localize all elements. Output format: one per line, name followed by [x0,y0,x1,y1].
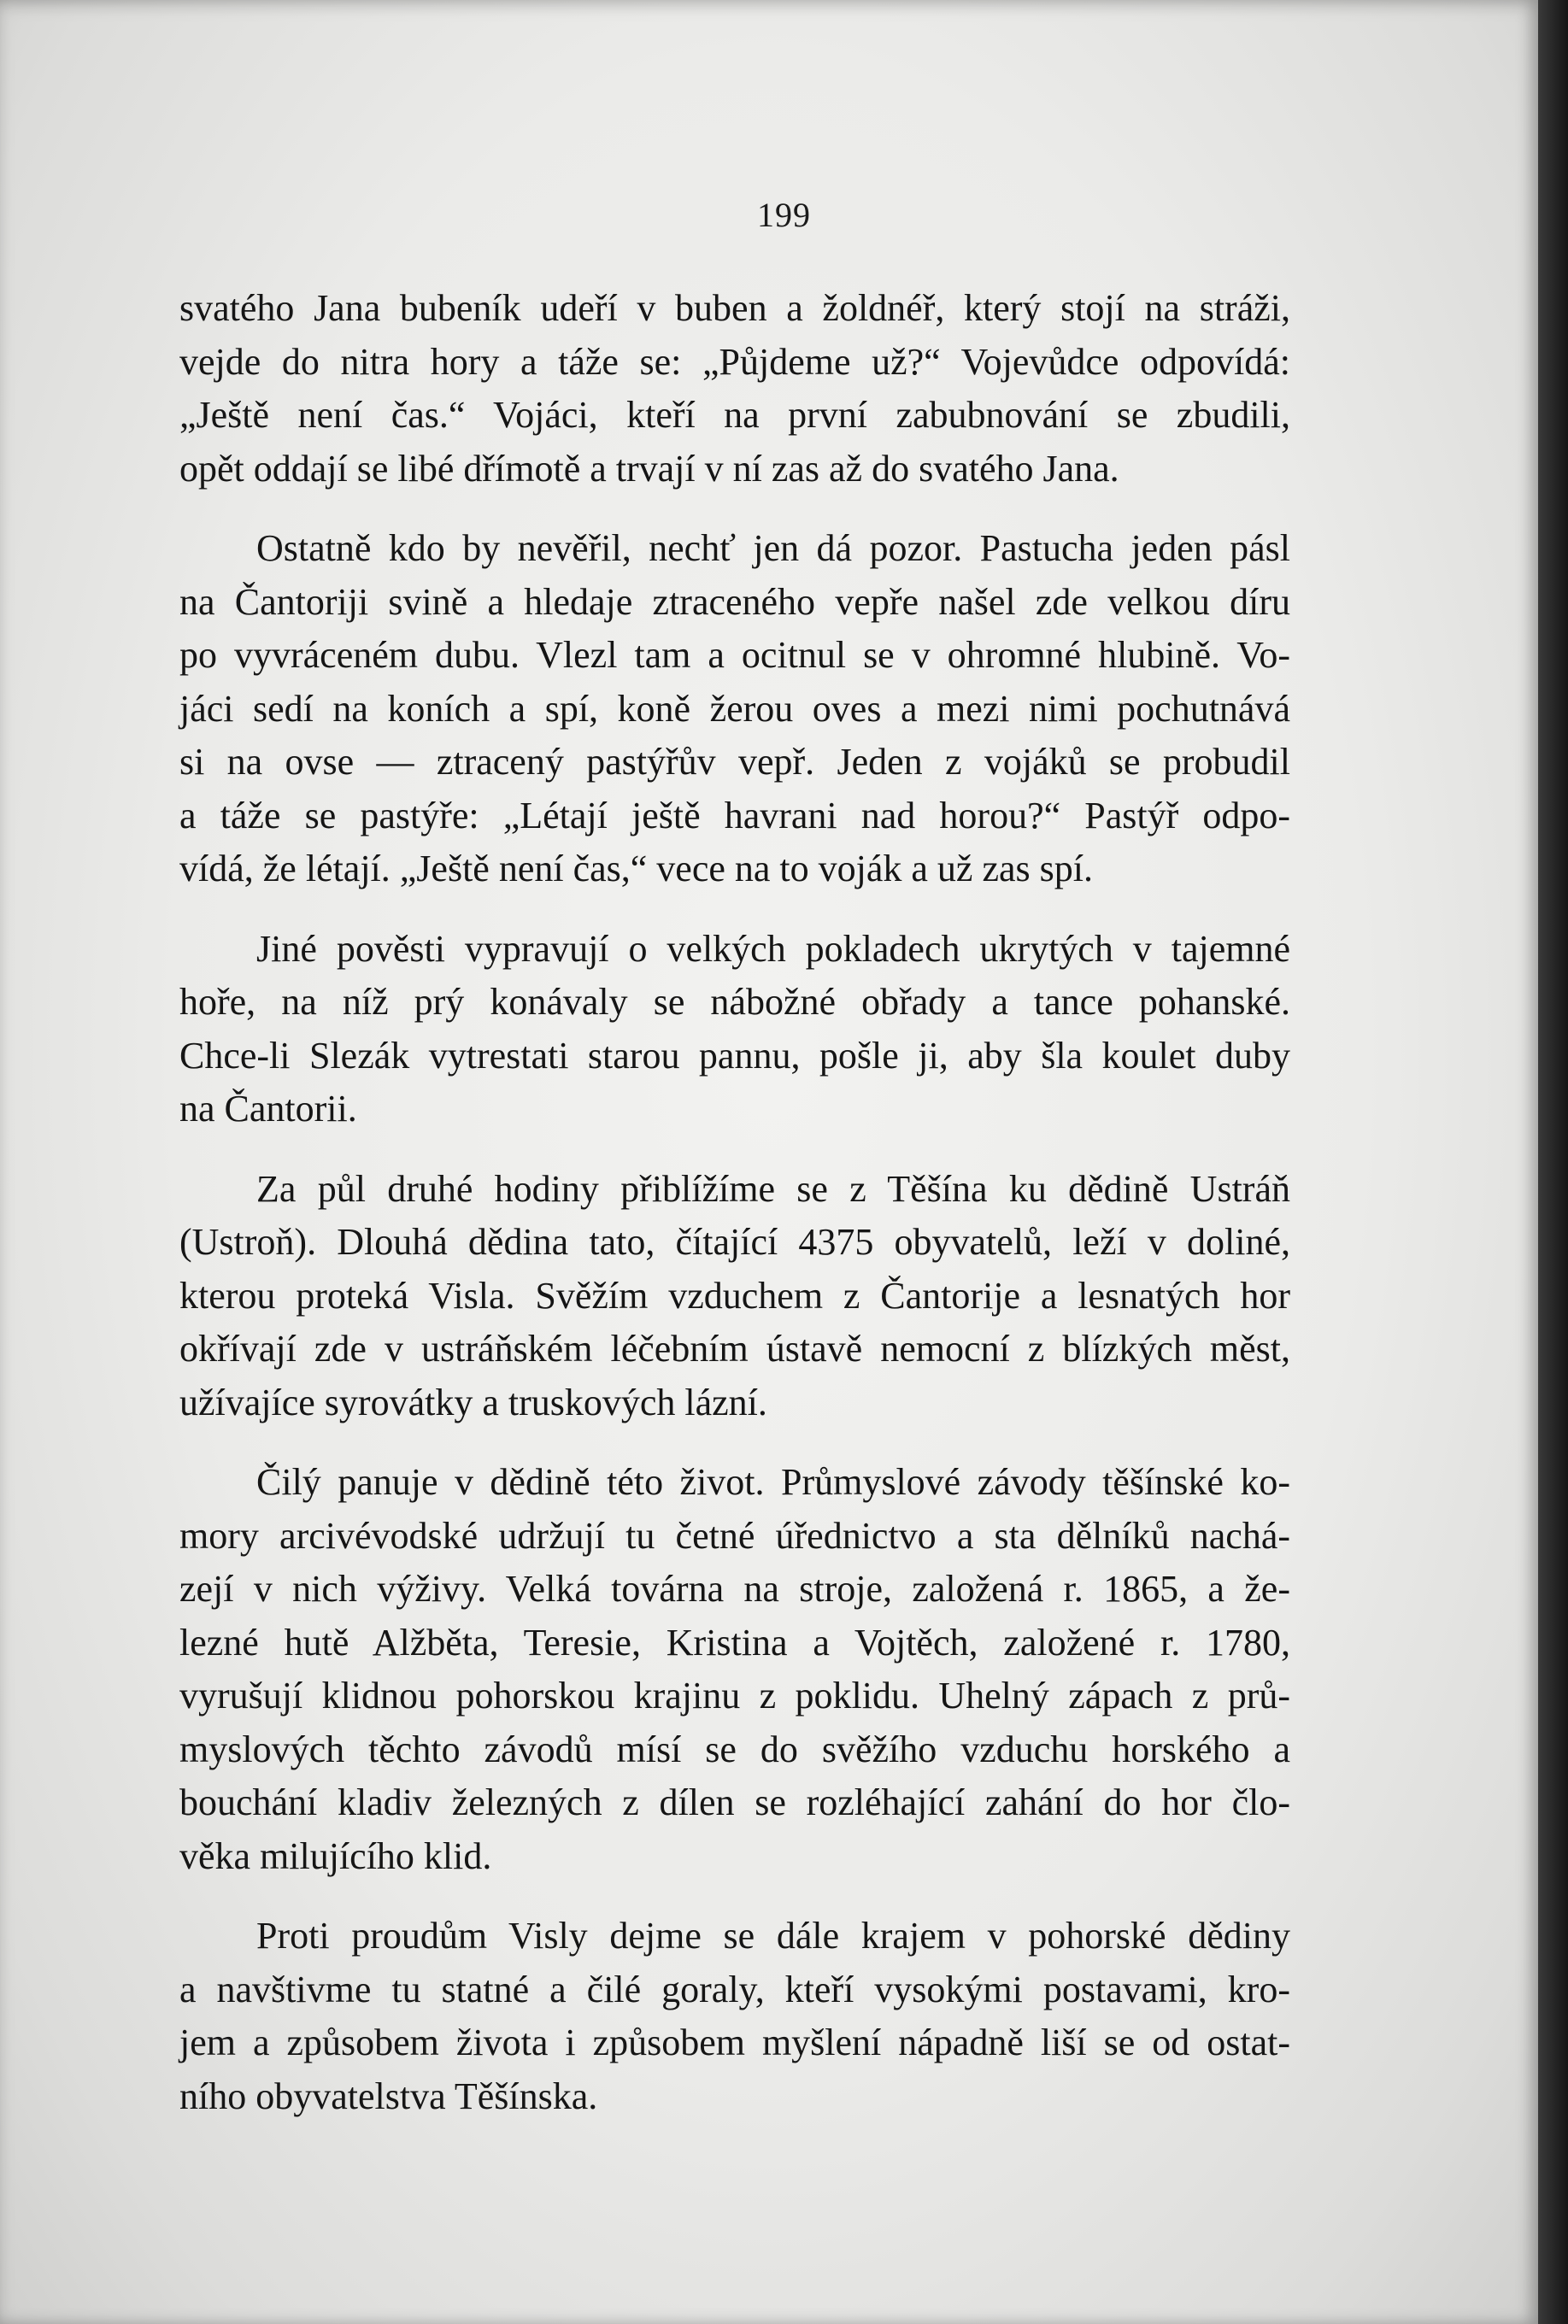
text-line: Za půl druhé hodiny přiblížíme se z Těšína ku dědině Ustráň [256,1167,1290,1210]
text-line: Ostatně kdo by nevěřil, nechť jen dá pozor. Pastucha jeden pásl [256,527,1290,569]
text-line: svatého Jana bubeník udeří v buben a žoldnéř, který stojí na stráži, [179,287,1290,329]
text-line: bouchání kladiv železných z dílen se rozléhající zahání do hor člo- [179,1781,1290,1823]
text-line: a táže se pastýře: „Létají ještě havrani nad horou?“ Pastýř odpo- [179,794,1290,836]
text-line: užívajíce syrovátky a truskových lázní. [179,1381,767,1423]
text-line: věka milujícího klid. [179,1834,492,1877]
text-line: jáci sedí na koních a spí, koně žerou oves a mezi nimi pochutnává [179,687,1290,730]
page-edge-shadow [1538,0,1568,2324]
text-line: lezné hutě Alžběta, Teresie, Kristina a Vojtěch, založené r. 1780, [179,1621,1290,1664]
text-line: a navštivme tu statné a čilé goraly, kteří vysokými postavami, kro- [179,1968,1290,2010]
text-line: okřívají zde v ustráňském léčebním ústavě nemocní z blízkých měst, [179,1328,1290,1370]
text-line: vídá, že létají. „Ještě není čas,“ vece na to voják a už zas spí. [179,848,1093,889]
text-line: po vyvráceném dubu. Vlezl tam a ocitnul se v ohromné hlubině. Vo- [179,634,1290,676]
text-line: vejde do nitra hory a táže se: „Půjdeme už?“ Vojevůdce odpovídá: [179,340,1290,383]
paragraph-4 [179,1163,1290,1430]
text-line: myslových těchto závodů mísí se do svěžího vzduchu horského a [179,1728,1290,1770]
text-line: jem a způsobem života i způsobem myšlení nápadně liší se od ostat- [179,2022,1290,2063]
body-text [179,282,1290,2150]
text-line: si na ovse — ztracený pastýřův vepř. Jeden z vojáků se probudil [179,741,1290,783]
paragraph-5 [179,1456,1290,1883]
text-line: Proti proudům Visly dejme se dále krajem v pohorské dědiny [256,1915,1290,1957]
text-line: opět oddají se libé dřímotě a trvají v ní zas až do svatého Jana. [179,447,1119,490]
page-number: 199 [757,196,811,234]
text-line: hoře, na níž prý konávaly se nábožné obřady a tance pohanské. [179,981,1290,1023]
text-line: Chce-li Slezák vytrestati starou pannu, pošle ji, aby šla koulet duby [179,1034,1290,1077]
text-line: „Ještě není čas.“ Vojáci, kteří na první zabubnování se zbudili, [179,394,1290,436]
text-line: Jiné pověsti vypravují o velkých pokladech ukrytých v tajemné [256,927,1290,970]
text-line: kterou proteká Visla. Svěžím vzduchem z Čantorije a lesnatých hor [179,1274,1290,1317]
paragraph-2 [179,522,1290,896]
text-line: Čilý panuje v dědině této život. Průmyslové závody těšínské ko- [256,1461,1290,1503]
text-line: na Čantoriji svině a hledaje ztraceného vepře našel zde velkou díru [179,580,1290,623]
text-line: mory arcivévodské udržují tu četné úřednictvo a sta dělníků nachá- [179,1514,1290,1557]
text-line: vyrušují klidnou pohorskou krajinu z poklidu. Uhelný zápach z prů- [179,1675,1290,1717]
paragraph-3 [179,923,1290,1136]
text-line: (Ustroň). Dlouhá dědina tato, čítající 4375 obyvatelů, leží v doliné, [179,1221,1290,1263]
paragraph-6 [179,1910,1290,2123]
paragraph-1 [179,282,1290,496]
text-line: zejí v nich výživy. Velká továrna na stroje, založená r. 1865, a že- [179,1568,1290,1610]
text-line: na Čantorii. [179,1088,357,1130]
text-line: ního obyvatelstva Těšínska. [179,2075,598,2117]
